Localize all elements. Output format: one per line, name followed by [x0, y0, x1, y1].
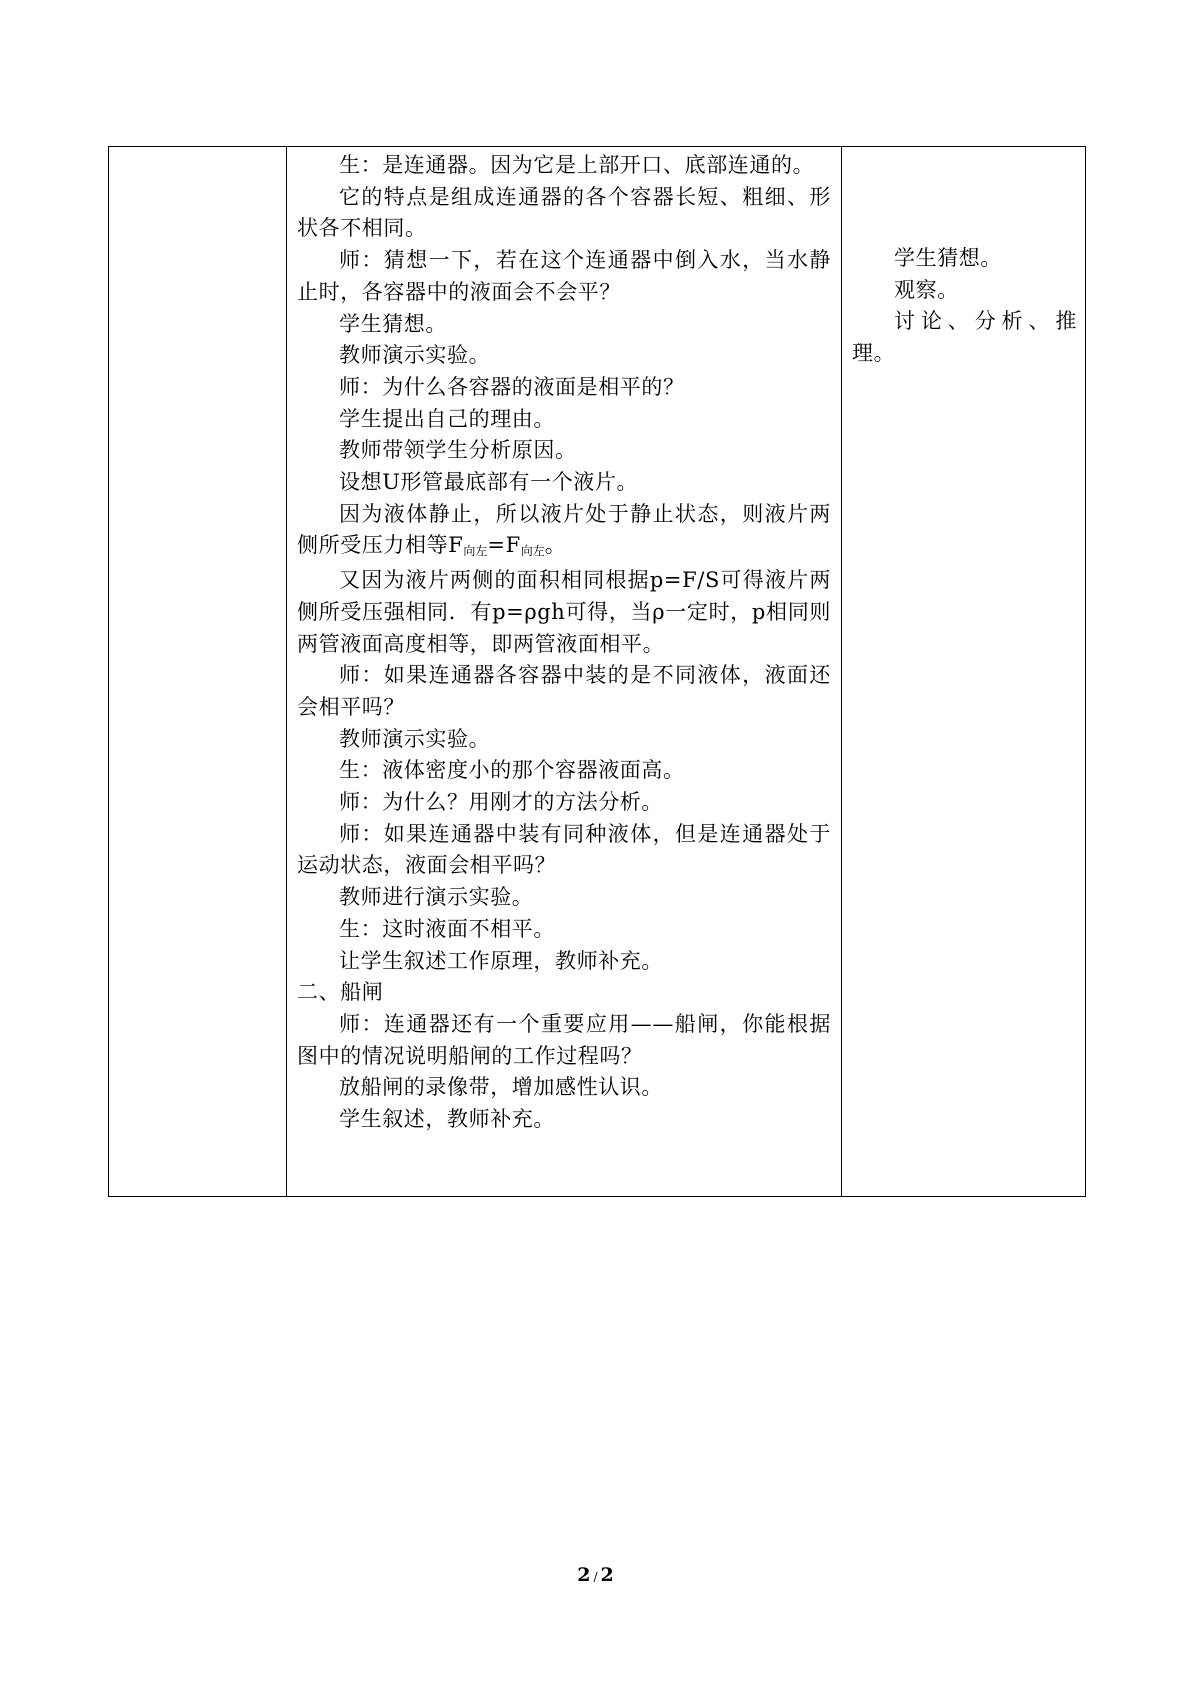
- paragraph: 学生提出自己的理由。: [339, 406, 555, 431]
- equation-text: =F: [487, 533, 521, 558]
- subscript: 向左: [520, 544, 545, 559]
- paragraph: 学生猜想。: [894, 246, 1002, 270]
- teaching-process-cell: [287, 147, 842, 1196]
- paragraph: 教师带领学生分析原因。: [339, 438, 577, 463]
- subscript: 向左: [463, 544, 488, 559]
- paragraph: 教师进行演示实验。: [339, 885, 534, 910]
- paragraph: 讨论、分析、推理。: [852, 309, 1077, 366]
- paragraph: 师：为什么各容器的液面是相平的？: [339, 374, 685, 399]
- paragraph: 又因为液片两侧的面积相同根据p=F/S可得液片两侧所受压强相同．有p=ρgh可得，当ρ一定时，p相同则两管液面高度相等，即两管液面相平。: [297, 568, 831, 656]
- paragraph: 它的特点是组成连通器的各个容器长短、粗细、形状各不相同。: [297, 184, 831, 241]
- paragraph: 师：为什么？用刚才的方法分析。: [339, 790, 663, 815]
- paragraph: 学生猜想。: [339, 311, 447, 336]
- paragraph: 生：这时液面不相平。: [339, 916, 555, 941]
- left-column-cell: [109, 147, 287, 1196]
- paragraph: 学生叙述，教师补充。: [339, 1107, 555, 1132]
- force-equation-paragraph: [297, 499, 831, 565]
- paragraph: 观察。: [894, 277, 959, 302]
- paragraph: 教师演示实验。: [339, 343, 491, 368]
- page-separator: /: [593, 1570, 598, 1584]
- total-pages: 2: [600, 1564, 614, 1586]
- student-activity-cell: [842, 147, 1085, 1196]
- lesson-table: [108, 146, 1086, 1197]
- paragraph-end: 。: [544, 533, 567, 558]
- paragraph: 设想U形管最底部有一个液片。: [339, 470, 639, 495]
- paragraph: 放船闸的录像带，增加感性认识。: [339, 1075, 663, 1100]
- paragraph: 教师演示实验。: [339, 726, 491, 751]
- paragraph: 让学生叙述工作原理，教师补充。: [339, 948, 663, 973]
- paragraph: 师：连通器还有一个重要应用——船闸，你能根据图中的情况说明船闸的工作过程吗？: [297, 1011, 831, 1068]
- paragraph: 生：是连通器。因为它是上部开口、底部连通的。: [339, 153, 815, 177]
- paragraph: 师：如果连通器各容器中装的是不同液体，液面还会相平吗？: [297, 663, 831, 719]
- paragraph: 师：猜想一下，若在这个连通器中倒入水，当水静止时，各容器中的液面会不会平？: [297, 248, 831, 304]
- current-page: 2: [577, 1564, 591, 1586]
- paragraph-text: 因为液体静止，所以液片处于静止状态，则液片两侧所受压力相等F: [297, 501, 831, 558]
- section-heading: 二、船闸: [297, 980, 384, 1005]
- page-number: [0, 1564, 1191, 1586]
- paragraph: 生：液体密度小的那个容器液面高。: [339, 758, 685, 783]
- paragraph: 师：如果连通器中装有同种液体，但是连通器处于运动状态，液面会相平吗？: [297, 821, 831, 878]
